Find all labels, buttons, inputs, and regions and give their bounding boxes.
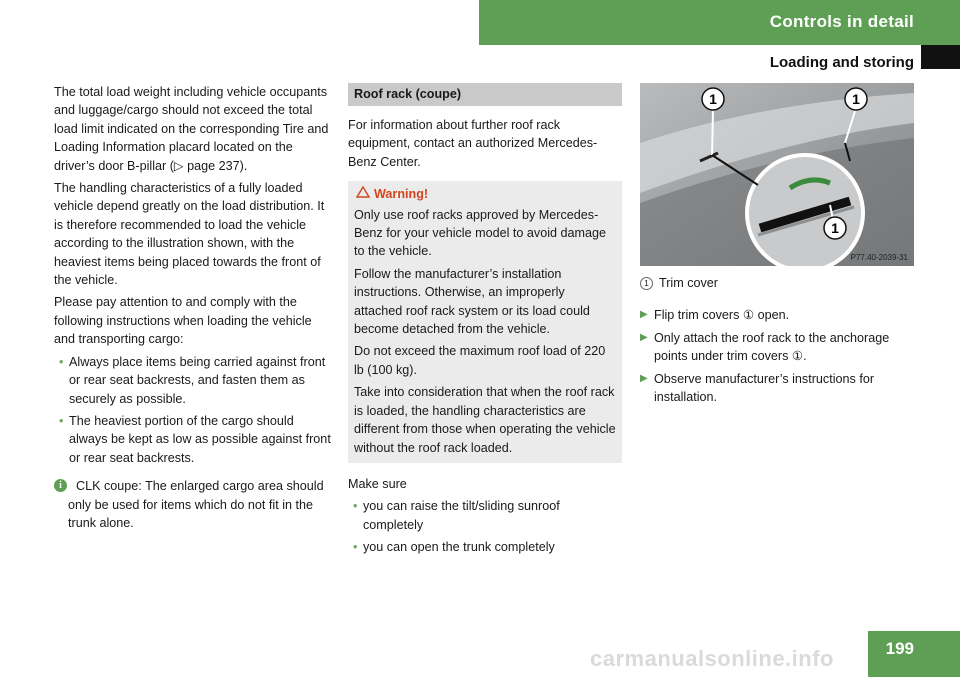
warning-title: [354, 185, 616, 203]
list-item: [348, 497, 622, 534]
warning-paragraph: Do not exceed the maximum roof load of 220 lb (100 kg).: [354, 344, 606, 377]
section-heading: Roof rack (coupe): [348, 83, 622, 106]
bullet-icon: •: [59, 413, 64, 428]
column-left: [54, 83, 334, 532]
warning-paragraph: Take into consideration that when the roof rack is loaded, the handling characteristics are different from those when operating the vehicle without the roof rack loaded.: [354, 385, 616, 455]
warning-box: [348, 181, 622, 463]
warning-title-text: Warning!: [374, 187, 429, 202]
list-item: [54, 412, 334, 467]
paragraph-handling: The handling characteristics of a fully loaded vehicle depend greatly on the load distribution. It is therefore recommended to load the vehicle according to the illustration shown, with the heaviest items being placed towards the front of the vehicle.: [54, 181, 325, 288]
step-text: Only attach the roof rack to the anchorage points under trim covers ①.: [654, 330, 890, 364]
image-code: P77.40-2039-31: [850, 253, 908, 262]
list-item: [54, 353, 334, 408]
page-number: 199: [885, 639, 914, 658]
section-title: Controls in detail: [769, 12, 914, 31]
list-item-text: The heaviest portion of the cargo should always be kept as low as possible against front or rear seat backrests.: [69, 413, 331, 465]
info-note: [54, 477, 334, 532]
info-text: CLK coupe: The enlarged cargo area should only be used for items which do not fit in the trunk alone.: [68, 479, 324, 530]
paragraph-load-weight: The total load weight including vehicle occupants and luggage/cargo should not exceed the total load limit indicated on the corresponding Tire and Loading Information placard located on the driver’s door B-pillar (▷ page 237).: [54, 85, 329, 173]
arrow-right-icon: ▶: [640, 331, 648, 343]
figure-caption: [640, 274, 916, 292]
trim-cover-illustration: [640, 83, 914, 266]
svg-text:1: 1: [831, 220, 839, 236]
list-item-text: you can raise the tilt/sliding sunroof completely: [363, 499, 560, 532]
make-sure-label: Make sure: [348, 476, 407, 491]
callout-number: 1: [640, 277, 653, 290]
page-number-tab: [868, 631, 960, 677]
svg-text:1: 1: [852, 91, 860, 107]
header-tab-marker: [921, 45, 960, 69]
warning-paragraph: Only use roof racks approved by Mercedes-Benz for your vehicle model to avoid damage to the vehicle.: [354, 207, 607, 259]
step-text: Observe manufacturer’s instructions for installation.: [654, 371, 875, 405]
callout-marker: [845, 88, 867, 110]
warning-paragraph: Follow the manufacturer’s installation instructions. Otherwise, an improperly attached roof rack system or its load could become detached from the vehicle.: [354, 266, 590, 337]
list-item-text: Always place items being carried against front or rear seat backrests, and fasten them as securely as possible.: [69, 354, 326, 406]
bullet-icon: •: [59, 354, 64, 369]
column-middle: [348, 83, 622, 561]
callout-marker: [824, 217, 846, 239]
arrow-right-icon: ▶: [640, 372, 648, 384]
instruction-step: [640, 306, 916, 324]
instruction-step: [640, 329, 916, 366]
callout-marker: [702, 88, 724, 110]
step-text: Flip trim covers ① open.: [654, 308, 790, 323]
paragraph-roof-rack-intro: For information about further roof rack equipment, contact an authorized Mercedes-Benz Center.: [348, 118, 598, 169]
bullet-icon: •: [353, 540, 358, 555]
warning-icon: [356, 185, 370, 203]
list-item-text: you can open the trunk completely: [363, 540, 555, 555]
svg-text:1: 1: [709, 91, 717, 107]
column-right: [640, 83, 916, 410]
caption-text: Trim cover: [659, 276, 719, 290]
list-item: [348, 538, 622, 556]
watermark: carmanualsonline.info: [590, 646, 834, 671]
subsection-title: Loading and storing: [769, 54, 914, 71]
instruction-step: [640, 370, 916, 407]
bullet-icon: •: [353, 499, 358, 514]
arrow-right-icon: ▶: [640, 309, 648, 321]
info-icon: i: [54, 479, 67, 492]
paragraph-instructions: Please pay attention to and comply with the following instructions when loading the vehicle and transporting cargo:: [54, 295, 312, 347]
